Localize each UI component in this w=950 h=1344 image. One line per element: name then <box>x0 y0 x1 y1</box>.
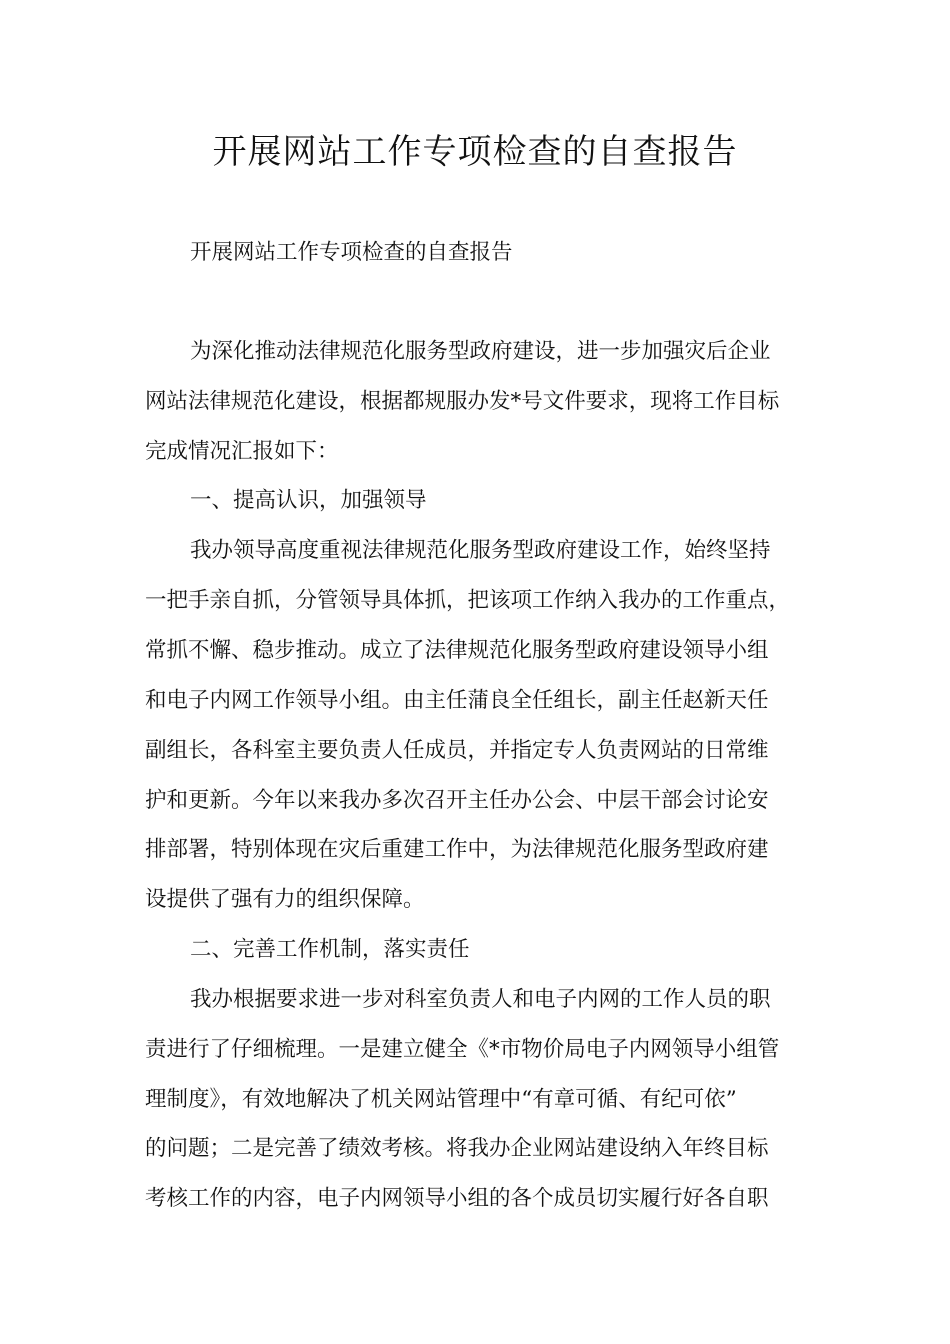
paragraph-line: 为深化推动法律规范化服务型政府建设，进一步加强灾后企业 <box>190 339 771 364</box>
paragraph-line: 一把手亲自抓，分管领导具体抓，把该项工作纳入我办的工作重点， <box>145 588 791 613</box>
paragraph-line: 排部署，特别体现在灾后重建工作中，为法律规范化服务型政府建 <box>145 837 769 862</box>
section-heading: 二、完善工作机制，落实责任 <box>190 937 470 962</box>
document-title: 开展网站工作专项检查的自查报告 <box>212 132 738 172</box>
paragraph-line: 护和更新。今年以来我办多次召开主任办公会、中层干部会讨论安 <box>145 788 769 813</box>
paragraph-line: 我办根据要求进一步对科室负责人和电子内网的工作人员的职 <box>190 987 771 1012</box>
paragraph-line: 责进行了仔细梳理。一是建立健全《*市物价局电子内网领导小组管 <box>145 1037 780 1062</box>
paragraph-line: 我办领导高度重视法律规范化服务型政府建设工作，始终坚持 <box>190 538 771 563</box>
paragraph-line: 完成情况汇报如下： <box>145 439 339 464</box>
paragraph-line: 副组长，各科室主要负责人任成员，并指定专人负责网站的日常维 <box>145 738 769 763</box>
paragraph-line: 网站法律规范化建设，根据都规服办发*号文件要求，现将工作目标 <box>145 389 780 414</box>
section-heading: 一、提高认识，加强领导 <box>190 488 427 513</box>
paragraph-line: 的问题；二是完善了绩效考核。将我办企业网站建设纳入年终目标 <box>145 1136 769 1161</box>
paragraph-line: 考核工作的内容，电子内网领导小组的各个成员切实履行好各自职 <box>145 1186 769 1211</box>
paragraph-line: 和电子内网工作领导小组。由主任蒲良全任组长，副主任赵新天任 <box>145 688 769 713</box>
paragraph-line: 设提供了强有力的组织保障。 <box>145 887 425 912</box>
document-subtitle: 开展网站工作专项检查的自查报告 <box>190 240 513 265</box>
paragraph-line: 常抓不懈、稳步推动。成立了法律规范化服务型政府建设领导小组 <box>145 638 769 663</box>
paragraph-line: 理制度》，有效地解决了机关网站管理中“有章可循、有纪可依” <box>145 1087 737 1112</box>
